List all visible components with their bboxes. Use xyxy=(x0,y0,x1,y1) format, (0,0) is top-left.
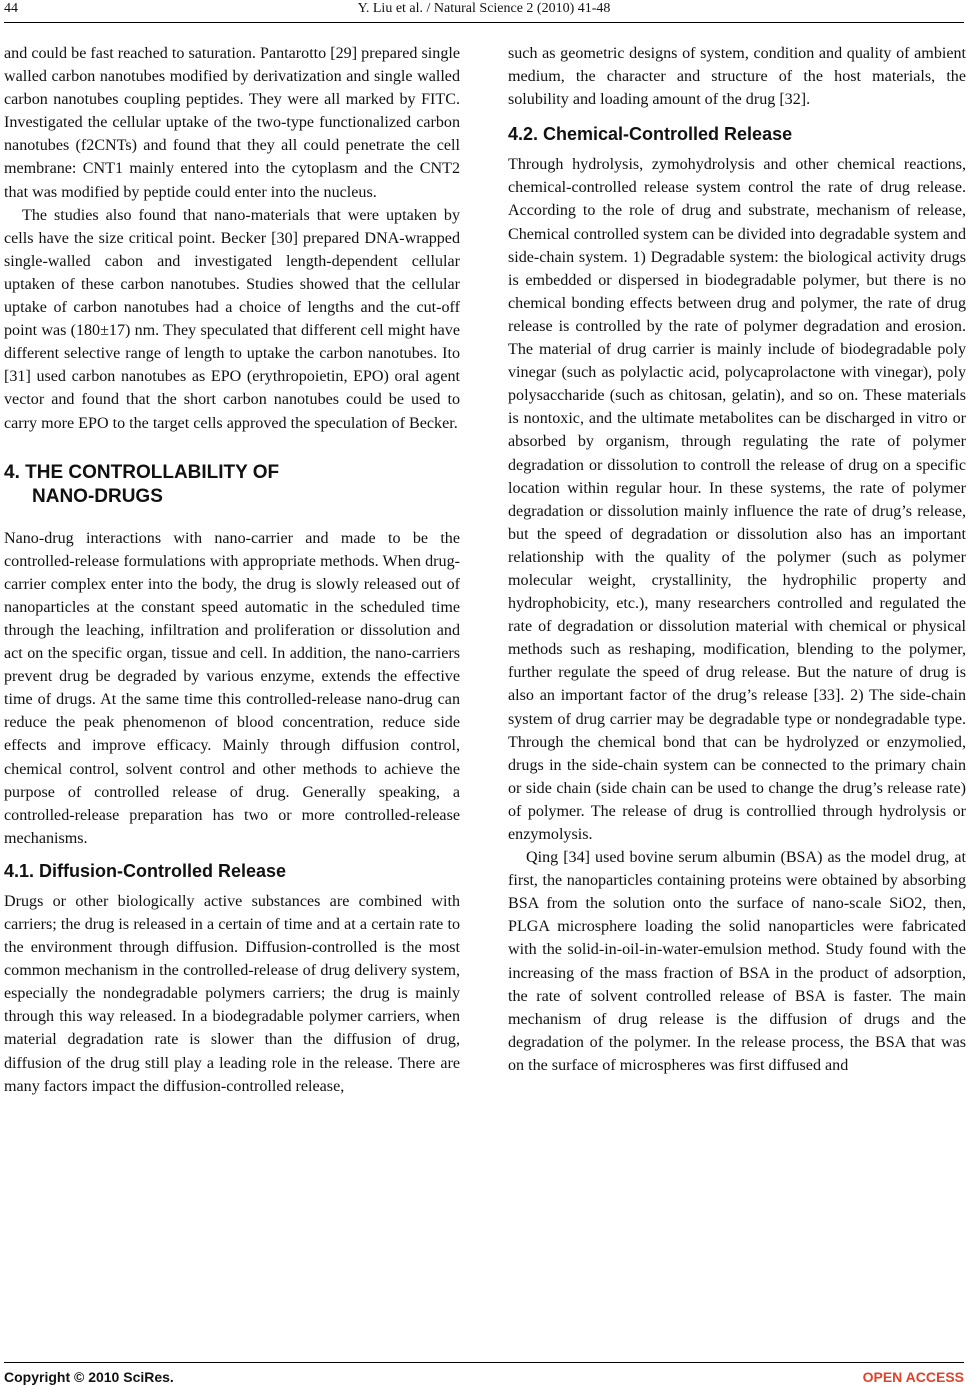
section-heading-4 xyxy=(4,461,460,509)
open-access-label: OPEN ACCESS xyxy=(862,1369,964,1385)
left-column xyxy=(4,42,460,1098)
left-paragraph-4: Drugs or other biologically active substances are combined with carriers; the drug is released in a certain of time and at a certain rate to the environment through diffusion. Diffusion-controlled is the most common mechanism in the controlled-release of drug delivery system, especially the nondegradable polymers carriers; the drug is mainly through this way released. In a biodegradable polymer carriers, when material degradation rate is slower than the diffusion of drug, diffusion of the drug still play a leading role in the release. There are many factors impact the diffusion-controlled release, xyxy=(4,892,460,1095)
running-head: Y. Liu et al. / Natural Science 2 (2010) 41-48 xyxy=(357,1,611,16)
subsection-heading-4-1: 4.1. Diffusion-Controlled Release xyxy=(4,860,287,881)
footer-rule xyxy=(4,1362,964,1363)
header-rule xyxy=(4,22,964,23)
left-paragraph-3: Nano-drug interactions with nano-carrier and made to be the controlled-release formulations with appropriate methods. When drug-carrier complex enter into the body, the drug is slowly released out of nanoparticles at the constant speed automatic in the scheduled time through the leaching, infiltration and proliferation or dissolution and act on the specific organ, tissue and cell. In addition, the nano-carriers prevent drug be degraded by various enzyme, extends the effective time of drugs. At the same time this controlled-release nano-drug can reduce the peak phenomenon of blood concentration, reduce side effects and improve efficacy. Mainly through diffusion control, chemical control, solvent control and other methods to achieve the purpose of controlled release of drug. Generally speaking, a controlled-release preparation has two or more controlled-release mechanisms. xyxy=(4,529,460,847)
right-paragraph-1: such as geometric designs of system, condition and quality of ambient medium, the character and structure of the host materials, the solubility and loading amount of the drug [32]. xyxy=(508,45,966,109)
section-heading-4-line1: 4. THE CONTROLLABILITY OF xyxy=(4,461,280,483)
subsection-heading-4-2: 4.2. Chemical-Controlled Release xyxy=(508,124,793,145)
page-footer xyxy=(0,1360,968,1386)
page-number: 44 xyxy=(4,1,18,16)
left-paragraph-1: and could be fast reached to saturation. Pantarotto [29] prepared single walled carbon nanotubes modified by derivatization and single walled carbon nanotubes coupling peptides. They were all marked by FITC. Investigated the cellular uptake of the two-type functionalized carbon nanotubes (f2CNTs) and found that they all could penetrate the cell membrane: CNT1 mainly entered into the cytoplasm and the CNT2 that was modified by peptide could enter into the nucleus. xyxy=(4,45,460,201)
page-header xyxy=(0,0,968,22)
right-paragraph-3: Qing [34] used bovine serum albumin (BSA) as the model drug, at first, the nanoparticles containing proteins were obtained by absorbing BSA from the solution onto the surface of nano-scale SiO2, then, PLGA microsphere loading the solid nanoparticles were fabricated with the solid-in-oil-in-water-emulsion method. Study found with the increasing of the mass fraction of BSA in the product of adsorption, the rate of solvent controlled release of BSA is faster. The main mechanism of drug release is the diffusion of drugs and the degradation of the polymer. In the release process, the BSA that was on the surface of microspheres was first diffused and xyxy=(508,849,966,1074)
left-paragraph-2: The studies also found that nano-materials that were uptaken by cells have the size critical point. Becker [30] prepared DNA-wrapped single-walled cabon and investigated length-dependent cellular uptaken of these carbon nanotubes. Studies showed that the cellular uptake of carbon nanotubes had a choice of lengths and the cut-off point was (180±17) nm. They speculated that different cell might have different selective range of length to uptake the carbon nanotubes. Ito [31] used carbon nanotubes as EPO (erythropoietin, EPO) oral agent vector and found that the short carbon nanotubes could be used to carry more EPO to the target cells approved the speculation of Becker. xyxy=(4,206,460,432)
copyright-notice: Copyright © 2010 SciRes. xyxy=(4,1369,174,1385)
section-heading-4-line2: NANO-DRUGS xyxy=(32,485,163,507)
right-paragraph-2: Through hydrolysis, zymohydrolysis and other chemical reactions, chemical-controlled release system control the rate of drug release. According to the role of drug and substrate, mechanism of release, Chemical controlled system can be divided into degradable system and side-chain system. 1) Degradable system: the biological activity drugs is embedded or dispersed in biodegradable polymer, but there is no chemical bonding effects between drug and polymer, the rate of drug release is controlled by the rate of polymer degradation and erosion. The material of drug carrier is mainly include of biodegradable poly vinegar (such as polylactic acid, polycaprolactone with vinegar), poly polysaccharide (such as chitosan, gelatin), and so on. These materials is nontoxic, and the ultimate metabolites can be discharged in vitro or absorbed by organism, through regulating the rate of polymer degradation or dissolution to controll the release of drug on a specific location within regular hour. In these systems, the rate of polymer degradation or dissolution mainly influence the rate of drug’s release, but the speed of degradation or dissolution also has an important relationship with the quality of the polymer (such as polymer molecular weight, crystallinity, the hydrophilic property and hydrophobicity, etc.), many researchers controlled and regulated the rate of degradation or dissolution material with chemical or physical methods such as reshaping, modification, blending to the polymer, further regulate the speed of drug release. But the nature of drug is also an important factor of the drug’s release [33]. 2) The side-chain system of drug carrier may be degradable type or nondegradable type. Through the chemical bond that can be hydrolyzed or enzymolied, drugs in the side-chain system can be connected to the primary chain or side chain (side chain can be used to change the drug’s release rate) of polymer. The release of drug is controllied through hydrolysis or enzymolysis. xyxy=(508,156,966,843)
right-column xyxy=(508,42,966,1077)
